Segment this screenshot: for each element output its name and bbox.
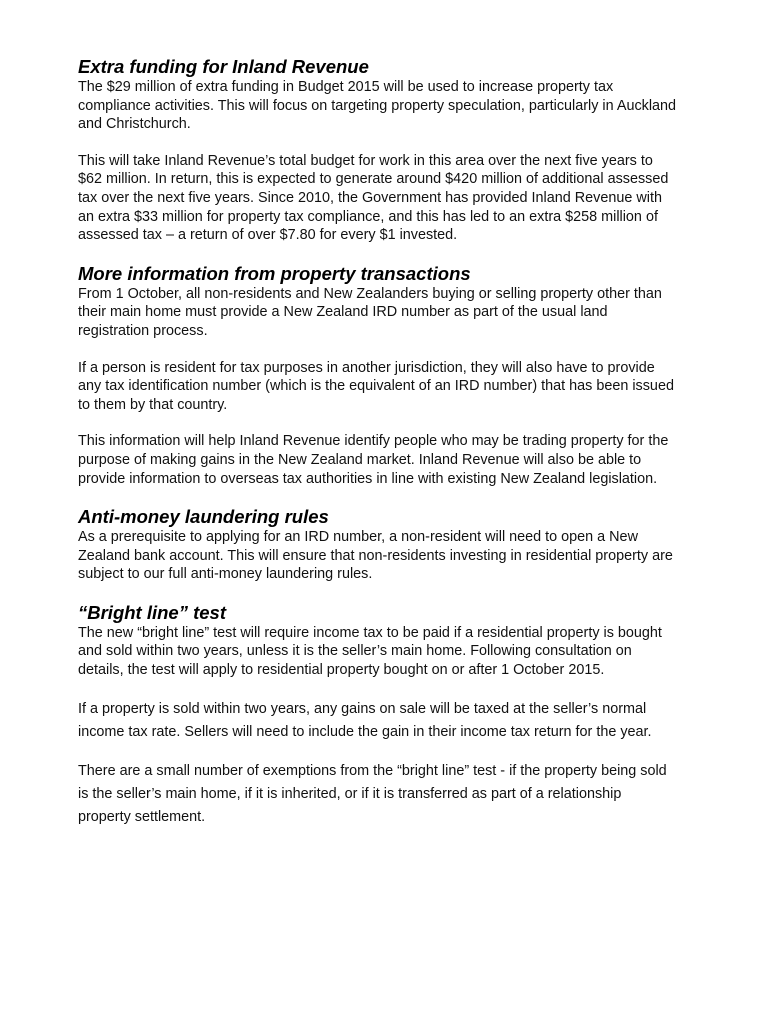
section-property-transactions (78, 263, 678, 488)
paragraph: From 1 October, all non-residents and New Zealanders buying or selling property other than their main home must provide a New Zealand IRD number as part of the usual land registration process. (78, 285, 662, 339)
paragraph: There are a small number of exemptions from the “bright line” test - if the property being sold is the seller’s main home, if it is inherited, or if it is transferred as part of a relationship property settlement. (78, 762, 667, 825)
paragraph: If a person is resident for tax purposes in another jurisdiction, they will also have to provide any tax identification number (which is the equivalent of an IRD number) that has been issued to them by that country. (78, 359, 674, 413)
paragraph: The $29 million of extra funding in Budget 2015 will be used to increase property tax compliance activities. This will focus on targeting property speculation, particularly in Auckland and Christchurch. (78, 79, 677, 133)
paragraph: This information will help Inland Revenue identify people who may be trading property for the purpose of making gains in the New Zealand market. Inland Revenue will also be able to provide information to overseas tax authorities in line with existing New Zealand legislation. (78, 433, 669, 487)
section-bright-line-test (78, 602, 678, 829)
section-heading: More information from property transactions (78, 262, 471, 284)
paragraph: The new “bright line” test will require income tax to be paid if a residential property is bought and sold within two years, unless it is the seller’s main home. Following consultation on details, the test will apply to residential property bought on or after 1 October 2015. (78, 624, 662, 679)
section-heading: “Bright line” test (78, 601, 227, 623)
paragraph: If a property is sold within two years, any gains on sale will be taxed at the seller’s normal income tax rate. Sellers will need to include the gain in their income tax return for the year. (78, 700, 652, 740)
paragraph: As a prerequisite to applying for an IRD number, a non-resident will need to open a New Zealand bank account. This will ensure that non-residents investing in residential property are subject to our full anti-money laundering rules. (78, 529, 673, 583)
section-anti-money-laundering (78, 506, 678, 584)
paragraph: This will take Inland Revenue’s total budget for work in this area over the next five years to $62 million. In return, this is expected to generate around $420 million of additional assessed tax over the next five years. Since 2010, the Government has provided Inland Revenue with an extra $33 million for property tax compliance, and this has led to an extra $258 million of assessed tax – a return of over $7.80 for every $1 invested. (78, 152, 669, 244)
section-heading: Anti-money laundering rules (78, 506, 329, 528)
document-page (78, 56, 678, 829)
section-extra-funding (78, 56, 678, 245)
section-heading: Extra funding for Inland Revenue (78, 56, 369, 77)
